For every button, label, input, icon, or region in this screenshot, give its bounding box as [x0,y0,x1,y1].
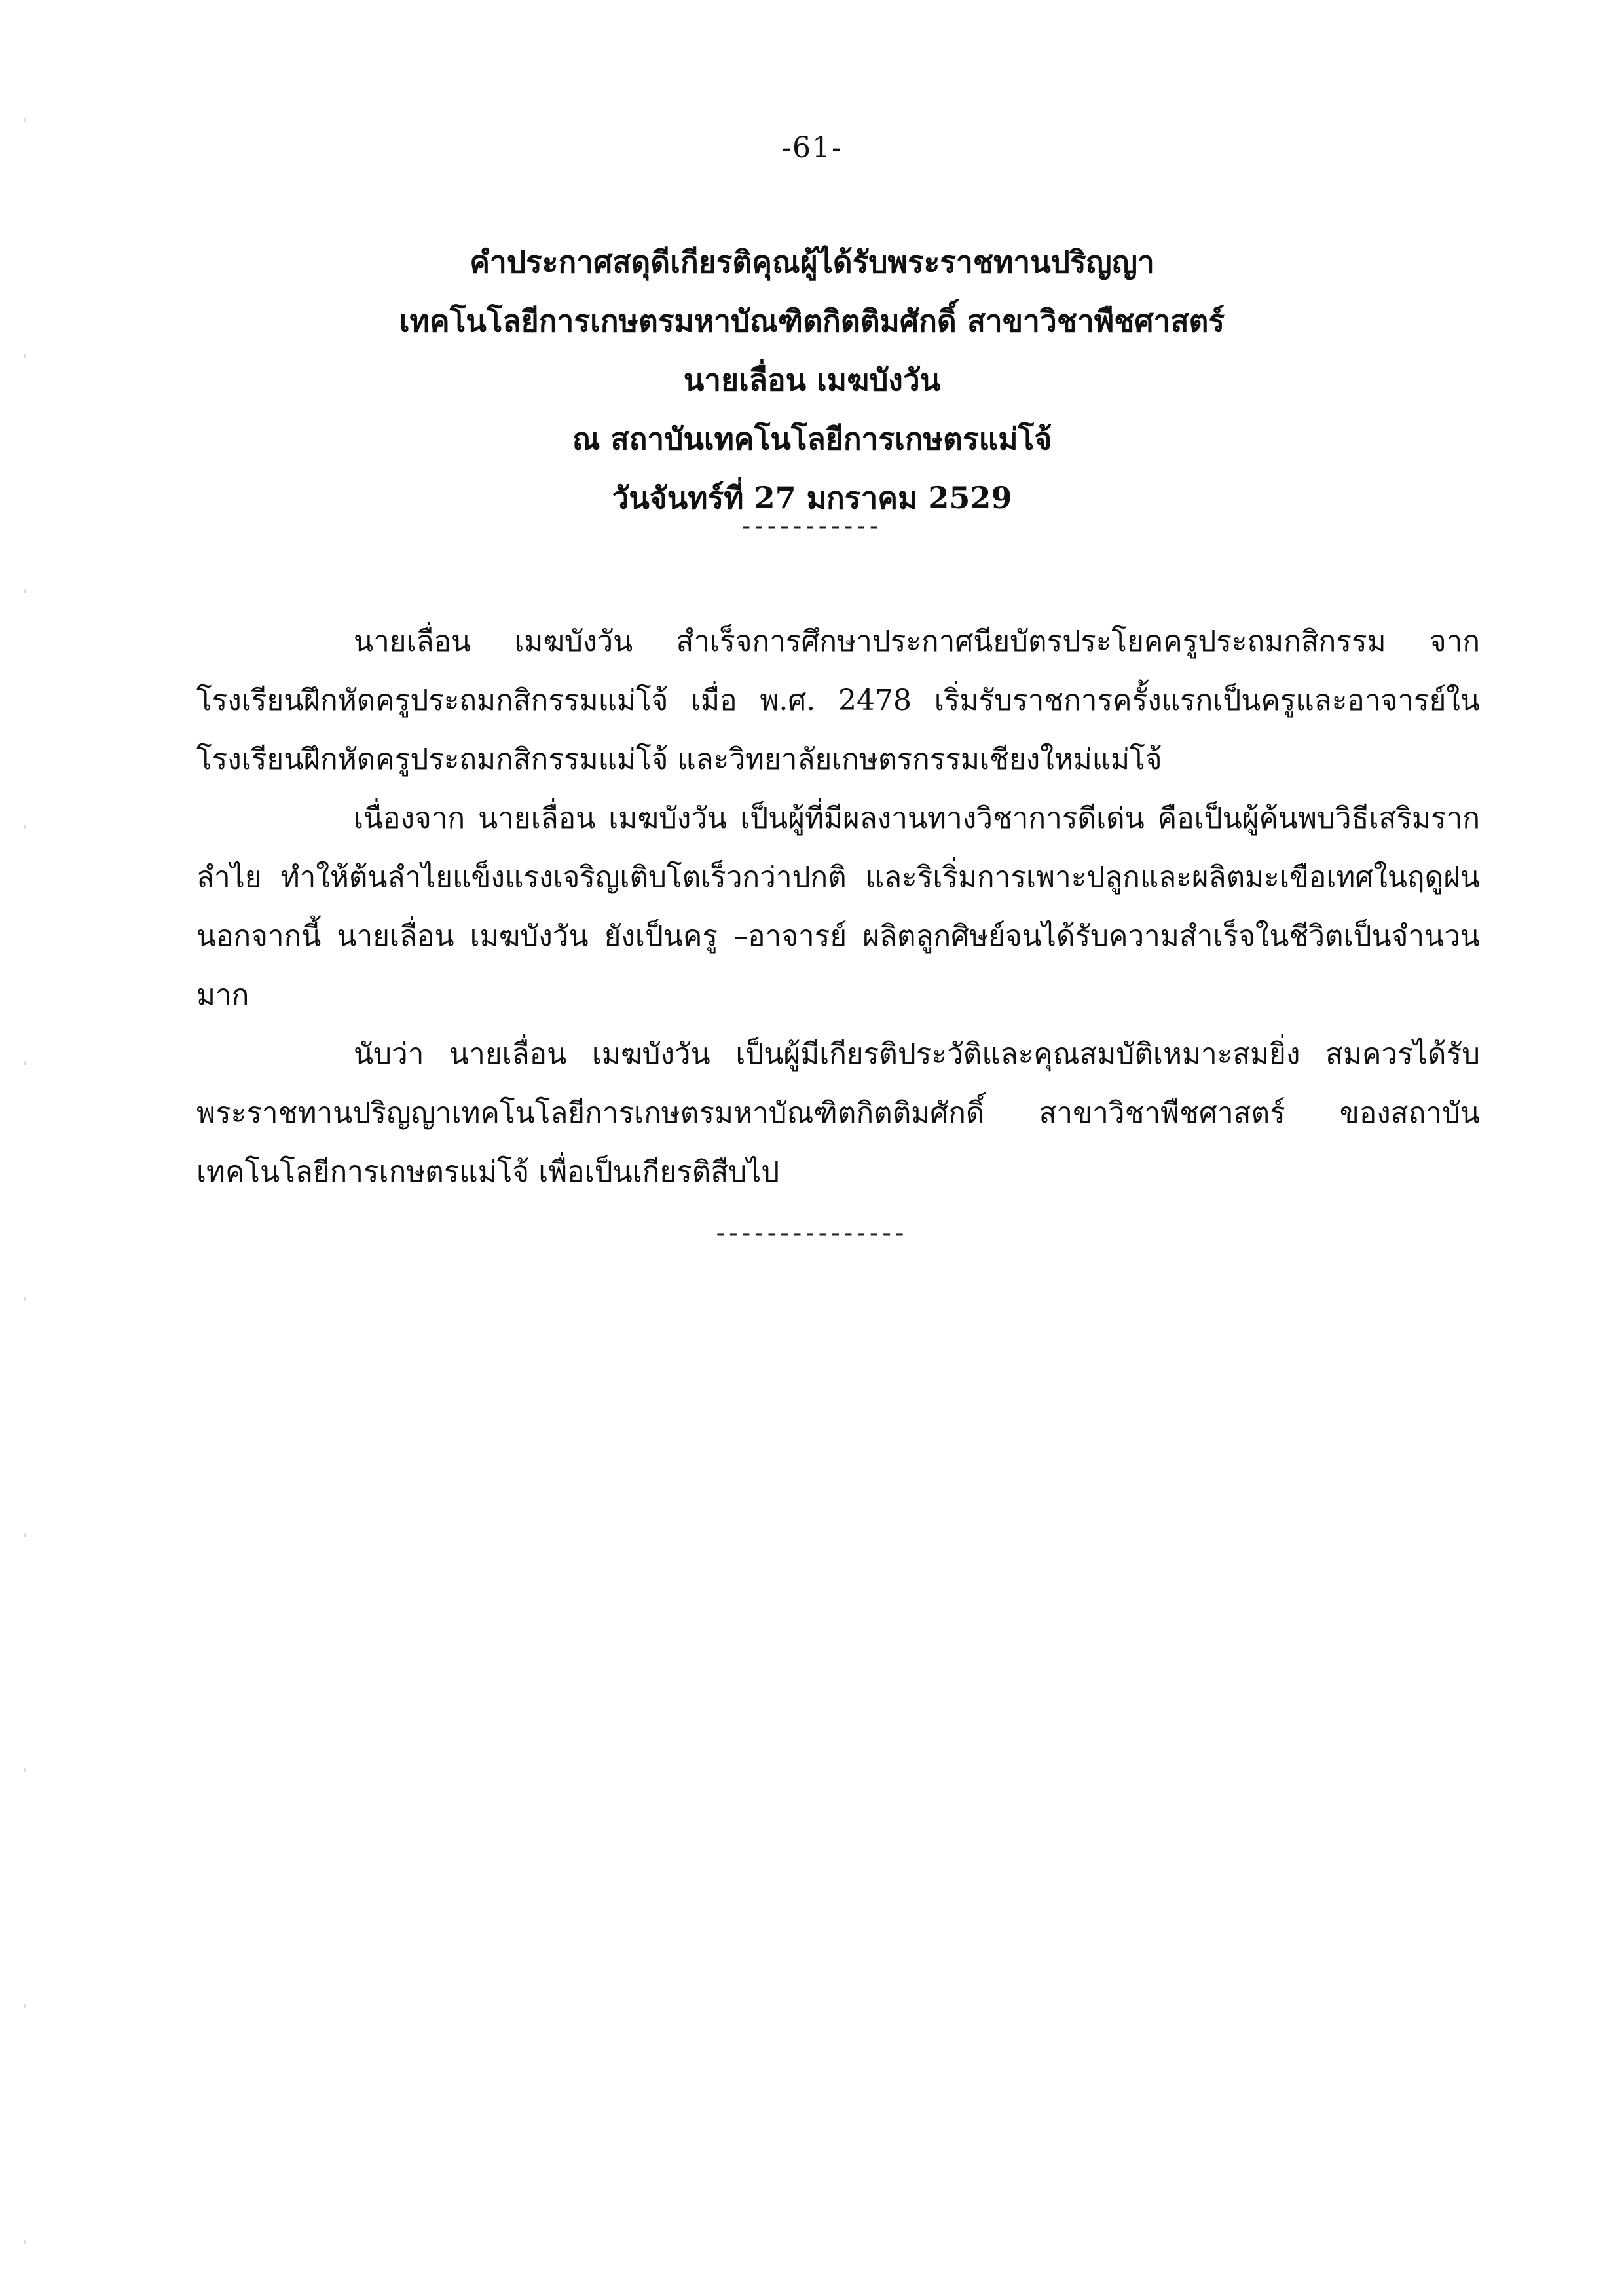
divider-bottom: --------------- [716,1218,908,1248]
paragraph-conclusion: นับว่า นายเลื่อน เมฆบังวัน เป็นผู้มีเกียรติประวัติและคุณสมบัติเหมาะสมยิ่ง สมควรได้รับพระราชทานปริญญาเทคโนโลยีการเกษตรมหาบัณฑิตกิตติมศักดิ์ สาขาวิชาพืชศาสตร์ ของสถาบันเทคโนโลยีการเกษตรแม่โจ้ เพื่อเป็นเกียรติสืบไป [196,1037,1480,1189]
title-line-honoree: นายเลื่อน เมฆบังวัน [683,362,941,398]
title-line-institution: ณ สถาบันเทคโนโลยีการเกษตรแม่โจ้ [572,421,1052,457]
page-number: -61- [781,131,843,164]
title-line-date: วันจันทร์ที่ 27 มกราคม 2529 [612,480,1012,515]
citation-body [196,612,1480,1202]
paragraph-achievements: เนื่องจาก นายเลื่อน เมฆบังวัน เป็นผู้ที่มีผลงานทางวิชาการดีเด่น คือเป็นผู้ค้นพบวิธีเสริมรากลำไย ทำให้ต้นลำไยแข็งแรงเจริญเติบโตเร็วกว่าปกติ และริเริ่มการเพาะปลูกและผลิตมะเขือเทศในฤดูฝน นอกจากนี้ นายเลื่อน เมฆบังวัน ยังเป็นครู –อาจารย์ ผลิตลูกศิษย์จนได้รับความสำเร็จในชีวิตเป็นจำนวนมาก [196,802,1480,1012]
title-line-degree: เทคโนโลยีการเกษตรมหาบัณฑิตกิตติมศักดิ์ สาขาวิชาพืชศาสตร์ [399,303,1225,339]
title-block [0,233,1624,527]
title-line-heading: คำประกาศสดุดีเกียรติคุณผู้ได้รับพระราชทานปริญญา [470,244,1154,280]
paragraph-education: นายเลื่อน เมฆบังวัน สำเร็จการศึกษาประกาศนียบัตรประโยคครูประถมกสิกรรม จากโรงเรียนฝึกหัดครูประถมกสิกรรมแม่โจ้ เมื่อ พ.ศ. 2478 เริ่มรับราชการครั้งแรกเป็นครูและอาจารย์ในโรงเรียนฝึกหัดครูประถมกสิกรรมแม่โจ้ และวิทยาลัยเกษตรกรรมเชียงใหม่แม่โจ้ [196,625,1480,776]
divider-top: ----------- [741,511,883,541]
